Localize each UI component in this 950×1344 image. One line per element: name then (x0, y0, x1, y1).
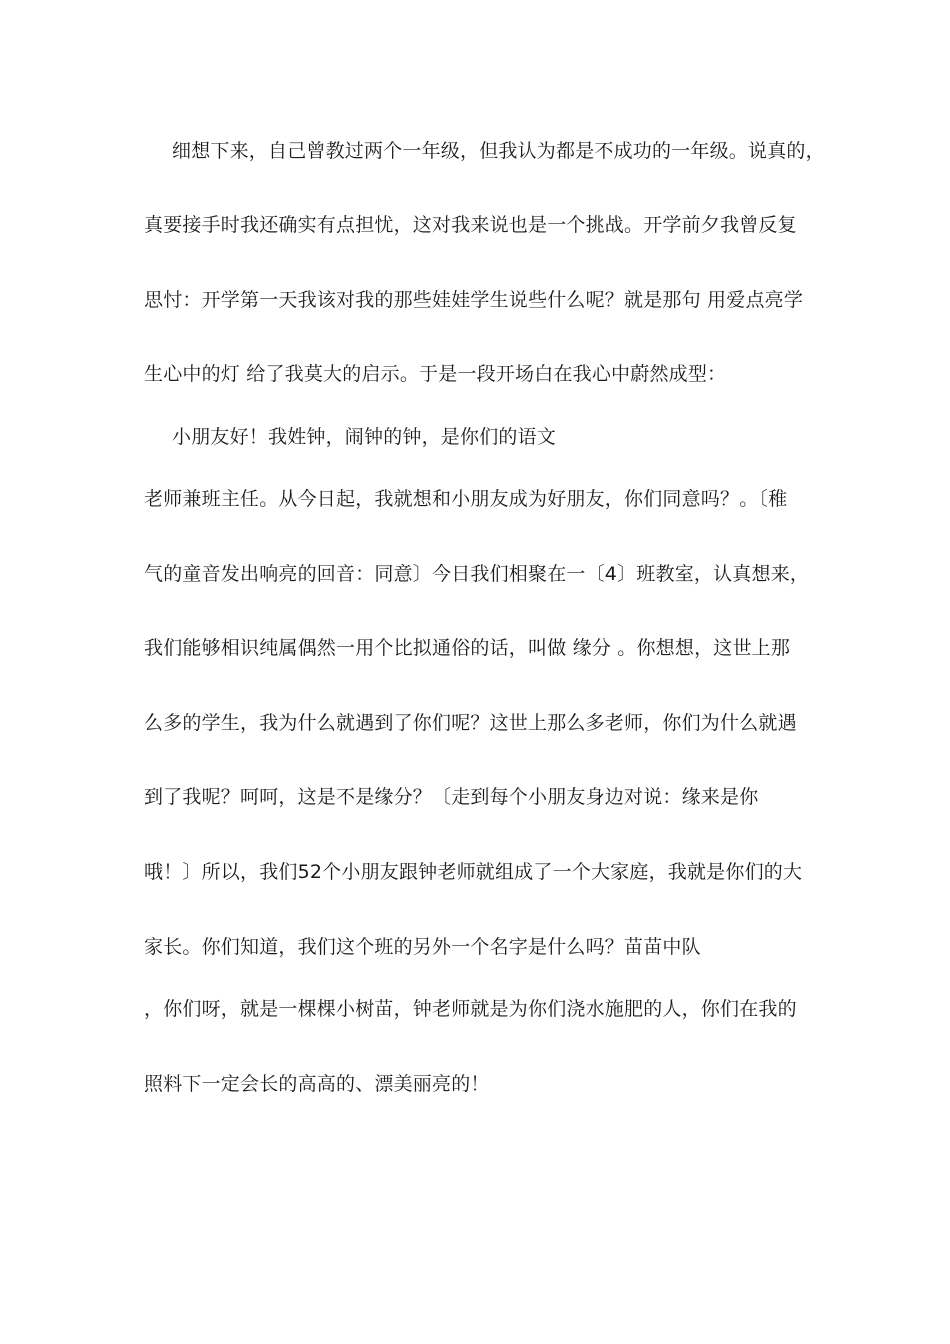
paragraph-line-7: 气的童音发出响亮的回音：同意〕今日我们相聚在一〔4〕班教室，认真想来， (144, 563, 810, 585)
paragraph-line-8: 我们能够相识纯属偶然一用个比拟通俗的话，叫做 缘分 。你想想，这世上那 (144, 637, 791, 659)
paragraph-line-13: ，你们呀，就是一棵棵小树苗，钟老师就是为你们浇水施肥的人，你们在我的 (144, 998, 797, 1020)
paragraph-line-2: 真要接手时我还确实有点担忧，这对我来说也是一个挑战。开学前夕我曾反复 (144, 214, 797, 236)
paragraph-line-4: 生心中的灯 给了我莫大的启示。于是一段开场白在我心中蔚然成型： (144, 363, 727, 385)
paragraph-line-10: 到了我呢？呵呵，这是不是缘分？〔走到每个小朋友身边对说：缘来是你 (144, 786, 759, 808)
paragraph-line-6: 老师兼班主任。从今日起，我就想和小朋友成为好朋友，你们同意吗？。〔稚 (144, 488, 788, 510)
paragraph-line-5: 小朋友好！我姓钟，闹钟的钟，是你们的语文 (172, 426, 557, 448)
paragraph-line-9: 么多的学生，我为什么就遇到了你们呢？这世上那么多老师，你们为什么就遇 (144, 712, 797, 734)
paragraph-line-11: 哦！〕所以，我们52个小朋友跟钟老师就组成了一个大家庭，我就是你们的大 (144, 861, 803, 883)
paragraph-line-14: 照料下一定会长的高高的、漂美丽亮的！ (144, 1073, 490, 1095)
paragraph-line-3: 思忖：开学第一天我该对我的那些娃娃学生说些什么呢？就是那句 用爱点亮学 (144, 289, 804, 311)
paragraph-line-12: 家长。你们知道，我们这个班的另外一个名字是什么吗？苗苗中队 (144, 936, 701, 958)
paragraph-line-1: 细想下来，自己曾教过两个一年级，但我认为都是不成功的一年级。说真的， (172, 140, 825, 162)
